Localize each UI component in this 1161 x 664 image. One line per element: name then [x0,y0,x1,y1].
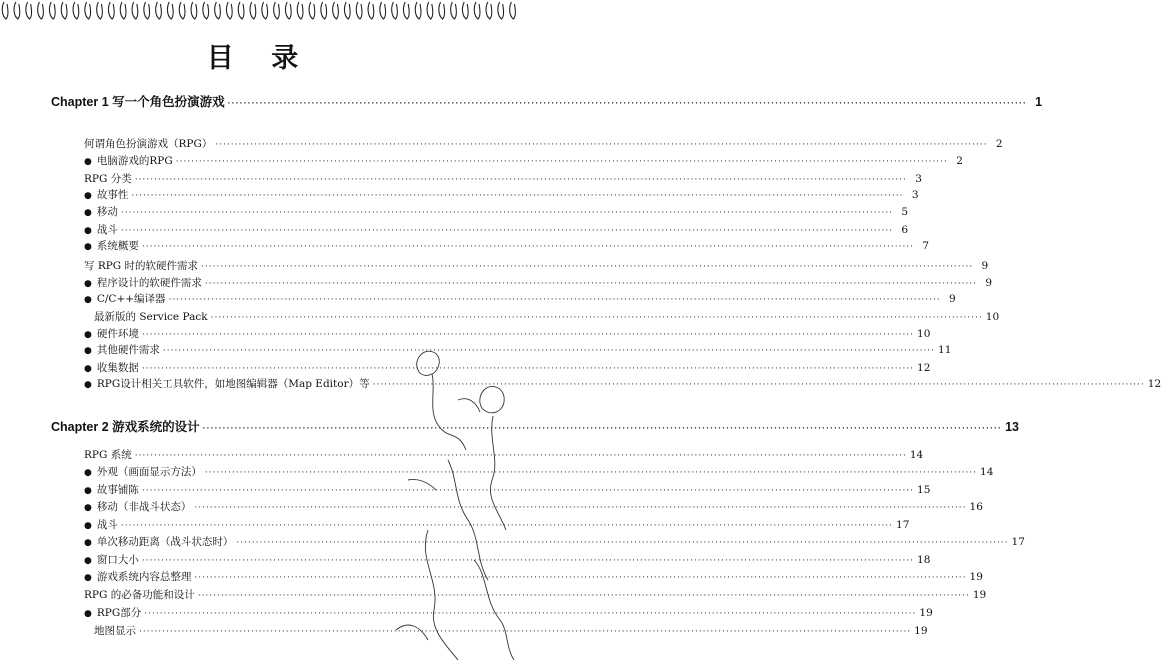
toc-entry-label: 地图显示 [94,625,136,637]
toc-entry-label: RPG部分 [96,607,142,619]
toc-entry-label: 硬件环境 [96,328,139,340]
toc-page-number: 15 [917,484,931,496]
bullet-icon: ● [84,346,92,356]
dot-leader: ········································································································································································································ [120,208,894,218]
toc-entry-label: 程序设计的软硬件需求 [96,277,202,289]
bullet-icon: ● [84,330,92,340]
dot-leader: ········································································································································································································ [120,226,894,236]
toc-entry-label: 窗口大小 [96,554,139,566]
dot-leader: ········································································································································································································ [144,609,917,619]
toc-entry-label: 收集数据 [96,362,139,374]
bullet-icon: ● [84,538,92,548]
toc-entry [84,172,922,187]
toc-page-number: 5 [901,206,909,218]
toc-entry-label: 游戏系统内容总整理 [96,571,192,583]
dot-leader: ········································································································································································································ [162,346,936,356]
toc-page-number: 12 [917,362,931,374]
bullet-icon: ● [84,157,92,167]
toc-page-number: 3 [911,189,919,201]
dot-leader: ········································································································································································································ [372,380,1145,390]
toc-entry [94,310,1000,325]
page-title: 目 录 [206,43,313,74]
toc-entry-label: RPG 分类 [84,173,132,185]
toc-page-number: 12 [1147,378,1161,390]
toc-entry-label: 战斗 [96,224,118,236]
toc-page-number: 19 [919,607,933,619]
toc-entry-label: 战斗 [96,519,118,531]
bullet-icon: ● [84,191,92,201]
dot-leader: ········································································································································································································ [168,295,941,305]
dot-leader: ········································································································································································································ [141,330,915,340]
toc-page-number: 11 [938,344,952,356]
toc-entry-label: 故事铺陈 [96,484,139,496]
bullet-icon: ● [84,573,92,583]
dot-leader: ········································································································································································································ [134,175,907,185]
toc-page-number: 7 [922,240,930,252]
dot-leader: ········································································································································································································ [134,451,907,461]
toc-page-number: 9 [985,277,993,289]
bullet-icon: ● [84,208,92,218]
bullet-icon: ● [84,521,92,531]
dot-leader: ········································································································································································································ [210,313,983,323]
dot-leader: ········································································································································································································ [139,627,912,637]
toc-entry [84,205,909,220]
toc-entry-label: C/C++编译器 [96,293,166,305]
dot-leader: ········································································································································································································ [215,140,988,150]
toc-page-number: 13 [1005,420,1019,434]
dot-leader: ········································································································································································································ [141,364,915,374]
bullet-icon: ● [84,556,92,566]
dot-leader: ········································································································································································································ [141,556,915,566]
toc-page-number: 18 [917,554,931,566]
toc-entry-label: 其他硬件需求 [96,344,160,356]
toc-page-number: 3 [915,173,922,185]
bullet-icon: ● [84,486,92,496]
toc-entry-label: 何谓角色扮演游戏（RPG） [84,138,213,150]
toc-entry-label: 移动（非战斗状态） [96,501,192,513]
bullet-icon: ● [84,609,92,619]
toc-entry-label: 电脑游戏的RPG [96,155,173,167]
toc-entry-label: RPG设计相关工具软件，如地图编辑器（Map Editor）等 [96,378,370,390]
bullet-icon: ● [84,364,92,374]
toc-entry-label: RPG 系统 [84,449,132,461]
toc-page-number: 10 [917,328,931,340]
toc-entry [84,292,956,307]
toc-entry-label: RPG 的必备功能和设计 [84,589,195,601]
toc-entry [84,154,963,169]
dot-leader: ········································································································································································································ [194,503,967,513]
toc-entry-label: 移动 [96,206,118,218]
toc-entry-label: Chapter 2 游戏系统的设计 [51,420,200,434]
toc-chapter-entry [51,95,1043,110]
bullet-icon: ● [84,226,92,236]
toc-page-number: 14 [909,449,924,461]
toc-entry [84,223,909,238]
toc-page-number: 14 [980,466,994,478]
toc-page-number: 16 [969,501,983,513]
bullet-icon: ● [84,468,92,478]
bullet-icon: ● [84,242,92,252]
dot-leader: ········································································································································································································ [194,573,967,583]
toc-page-number: 17 [896,519,910,531]
toc-page-number: 17 [1011,536,1025,548]
bullet-icon: ● [84,279,92,289]
toc-entry-label: 最新版的 Service Pack [94,311,208,323]
toc-entry-label: 写 RPG 时的软硬件需求 [84,260,199,272]
toc-page-number: 9 [949,293,956,305]
bullet-icon: ● [84,380,92,390]
dot-leader: ········································································································································································································ [175,157,948,167]
dot-leader: ········································································································································································································ [201,262,974,272]
toc-entry-label: 故事性 [96,189,129,201]
toc-entry-label: 单次移动距离（战斗状态时） [96,536,234,548]
dot-leader: ········································································································································································································ [202,423,1003,433]
bullet-icon: ● [84,295,92,305]
dot-leader: ········································································································································································································ [204,279,978,289]
dot-leader: ········································································································································································································ [197,591,970,601]
dot-leader: ········································································································································································································ [120,521,894,531]
toc-entry-label: Chapter 1 写一个角色扮演游戏 [51,95,225,109]
toc-entry [84,188,919,203]
toc-page-number: 9 [981,260,989,272]
toc-entry [84,276,993,291]
toc-entry [84,259,989,274]
toc-entry [84,137,1003,152]
toc-page-number: 6 [901,224,909,236]
character-sketch-illustration [388,330,519,664]
toc-page-number: 19 [969,571,983,583]
toc-page-number: 2 [995,138,1003,150]
toc-page-number: 19 [972,589,987,601]
dot-leader: ········································································································································································································ [141,242,915,252]
toc-entry-label: 系统概要 [96,240,139,252]
dot-leader: ········································································································································································································ [131,191,904,201]
toc-entry-label: 外观（画面显示方法） [96,466,202,478]
toc-page-number: 1 [1035,95,1043,109]
toc-page-number: 19 [914,625,928,637]
dot-leader: ········································································································································································································ [204,468,978,478]
dot-leader: ········································································································································································································ [236,538,1009,548]
toc-entry [84,239,930,254]
toc-page-number: 10 [985,311,1000,323]
dot-leader: ········································································································································································································ [141,486,915,496]
toc-page-number: 2 [956,155,963,167]
bullet-icon: ● [84,503,92,513]
dot-leader: ········································································································································································································ [227,98,1028,108]
